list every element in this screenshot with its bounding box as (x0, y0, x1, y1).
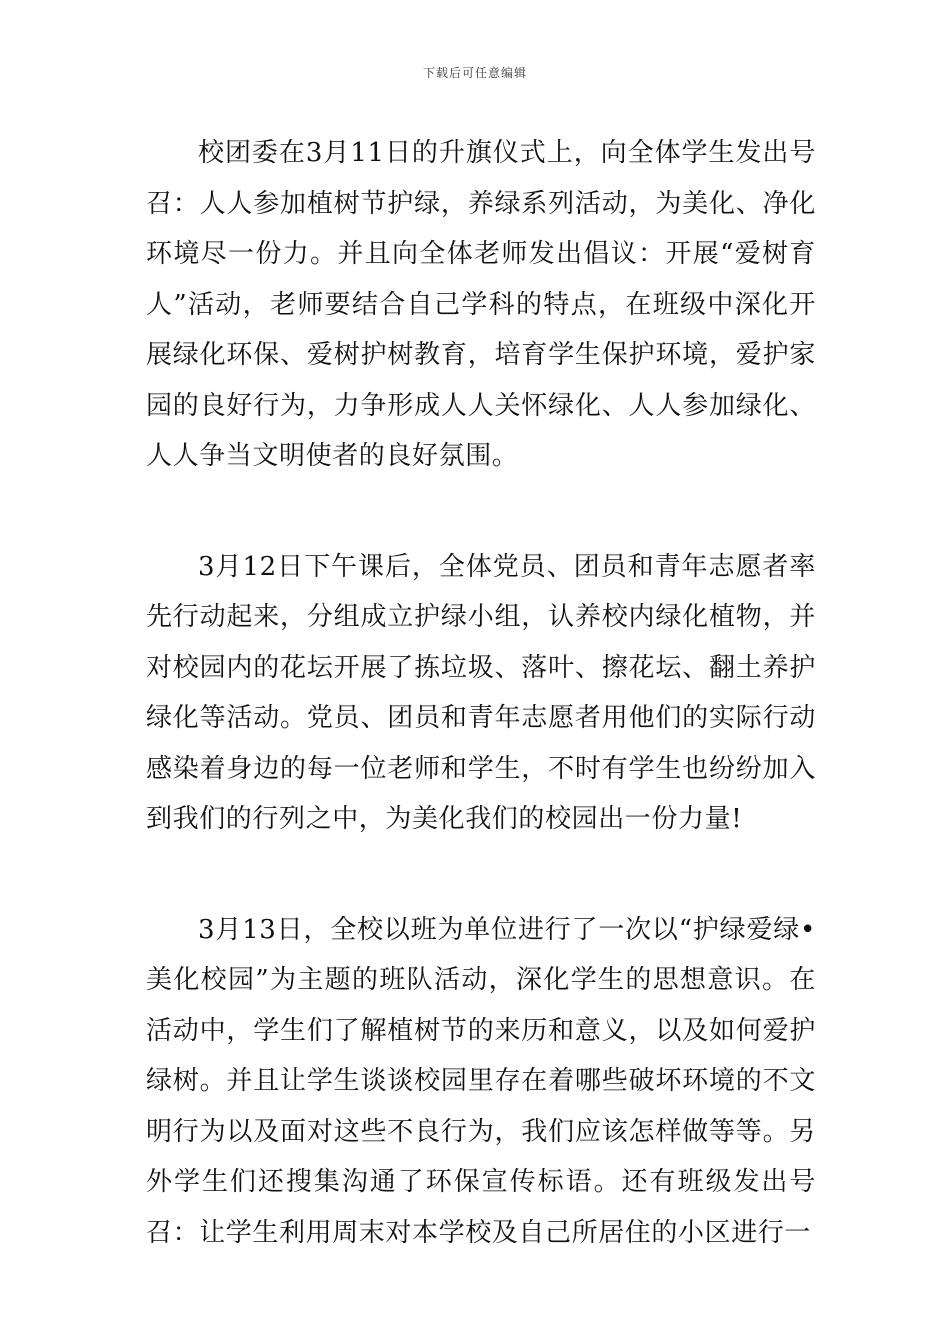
paragraph-1: 校团委在3月11日的升旗仪式上，向全体学生发出号召：人人参加植树节护绿，养绿系列活动，为美化、净化环境尽一份力。并且向全体老师发出倡议：开展“爱树育人”活动，老师要结合自己学科的特点，在班级中深化开展绿化环保、爱树护树教育，培育学生保护环境，爱护家园的良好行为，力争形成人人关怀绿化、人人参加绿化、人人争当文明使者的良好氛围。 (146, 138, 816, 471)
paragraph-3: 3月13日，全校以班为单位进行了一次以“护绿爱绿•美化校园”为主题的班队活动，深化学生的思想意识。在活动中，学生们了解植树节的来历和意义，以及如何爱护绿树。并且让学生谈谈校园里存在着哪些破坏环境的不文明行为以及面对这些不良行为，我们应该怎样做等等。另外学生们还搜集沟通了环保宣传标语。还有班级发出号召：让学生利用周末对本学校及自己所居住的小区进行一 (146, 914, 816, 1248)
paragraph-2: 3月12日下午课后，全体党员、团员和青年志愿者率先行动起来，分组成立护绿小组，认养校内绿化植物，并对校园内的花坛开展了拣垃圾、落叶、擦花坛、翻土养护绿化等活动。党员、团员和青年志愿者用他们的实际行动感染着身边的每一位老师和学生，不时有学生也纷纷加入到我们的行列之中，为美化我们的校园出一份力量! (146, 551, 816, 834)
page-header-note: 下载后可任意编辑 (422, 66, 527, 80)
document-body (146, 128, 816, 1318)
